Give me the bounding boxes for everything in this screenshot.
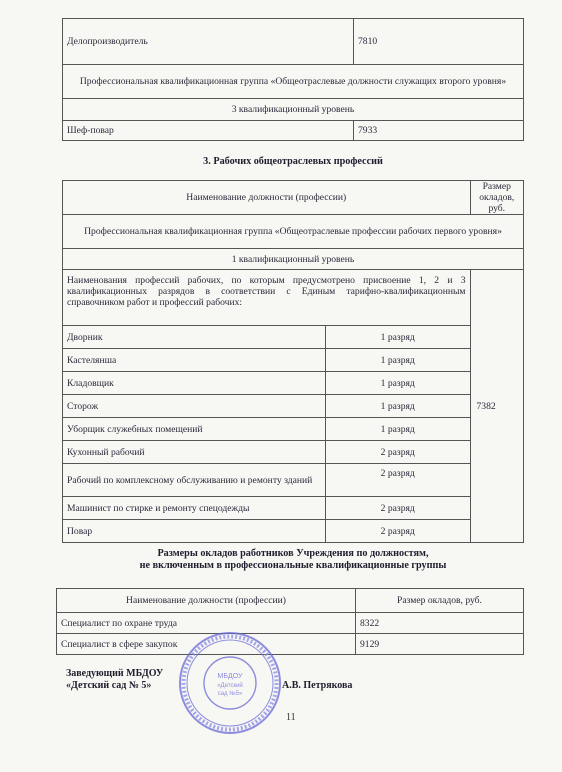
profession-name: Сторож xyxy=(63,395,326,418)
table-header-row xyxy=(63,181,524,215)
signer-title: Заведующий МБДОУ xyxy=(66,668,164,679)
grade-value: 1 разряд xyxy=(326,372,471,395)
profession-name: Повар xyxy=(63,520,326,543)
profession-name: Кастелянша xyxy=(63,349,326,372)
table-row xyxy=(63,395,524,418)
table-header-row xyxy=(57,589,524,613)
position-name: Специалист по охране труда xyxy=(57,613,356,634)
grade-value: 2 разряд xyxy=(326,520,471,543)
qualification-level: 1 квалификационный уровень xyxy=(63,249,524,270)
table-row xyxy=(63,497,524,520)
qualification-group: Профессиональная квалификационная группа «Общеотраслевые должности служащих второго уровня» xyxy=(63,65,524,99)
profession-name: Кладовщик xyxy=(63,372,326,395)
salary-value: 7382 xyxy=(470,270,524,543)
qualification-group: Профессиональная квалификационная группа «Общеотраслевые профессии рабочих первого уровня» xyxy=(63,215,524,249)
svg-text:«Детский: «Детский xyxy=(217,683,243,689)
qualification-level: 3 квалификационный уровень xyxy=(63,99,524,121)
grade-value: 1 разряд xyxy=(326,395,471,418)
table-row xyxy=(63,215,524,249)
salary-value: 7810 xyxy=(354,19,524,65)
grade-value: 1 разряд xyxy=(326,326,471,349)
section-title: 3. Рабочих общеотраслевых профессий xyxy=(203,156,383,167)
position-name: Делопроизводитель xyxy=(63,19,354,65)
profession-name: Машинист по стирке и ремонту спецодежды xyxy=(63,497,326,520)
official-seal-icon xyxy=(175,628,285,738)
professions-description: Наименования профессий рабочих, по которым предусмотрено присвоение 1, 2 и 3 квалификационных разрядов в соответствии с Единым тарифно-квалификационным справочником работ и профессий рабочих: xyxy=(63,270,471,326)
signer-organization: «Детский сад № 5» xyxy=(66,680,152,691)
top-table xyxy=(62,18,524,141)
column-header-name: Наименование должности (профессии) xyxy=(63,181,471,215)
grade-value: 2 разряд xyxy=(326,497,471,520)
profession-name: Кухонный рабочий xyxy=(63,441,326,464)
table-row xyxy=(63,19,524,65)
grade-value: 2 разряд xyxy=(326,441,471,464)
table-row xyxy=(57,613,524,634)
position-name: Шеф-повар xyxy=(63,121,354,141)
title-line: Размеры окладов работников Учреждения по должностям, xyxy=(157,548,429,559)
column-header-salary: Размер окладов, руб. xyxy=(356,589,524,613)
other-positions-table xyxy=(56,588,524,655)
table-row xyxy=(63,372,524,395)
table-row xyxy=(63,99,524,121)
signer-name: А.В. Петрякова xyxy=(282,680,353,691)
grade-value: 1 разряд xyxy=(326,418,471,441)
profession-name: Дворник xyxy=(63,326,326,349)
svg-text:сад №5»: сад №5» xyxy=(217,691,243,697)
table-row xyxy=(63,270,524,326)
table-row xyxy=(63,249,524,270)
other-positions-title xyxy=(62,548,524,572)
grade-value: 1 разряд xyxy=(326,349,471,372)
profession-name: Уборщик служебных помещений xyxy=(63,418,326,441)
table-row xyxy=(63,349,524,372)
table-row xyxy=(63,121,524,141)
salary-value: 8322 xyxy=(356,613,524,634)
title-line: не включенным в профессиональные квалификационные группы xyxy=(139,560,447,571)
salary-value: 9129 xyxy=(356,634,524,655)
svg-text:МБДОУ: МБДОУ xyxy=(217,673,243,680)
salary-value: 7933 xyxy=(354,121,524,141)
table-row xyxy=(63,65,524,99)
workers-table xyxy=(62,180,524,543)
table-row xyxy=(63,464,524,497)
table-row xyxy=(63,441,524,464)
page-number: 11 xyxy=(286,712,296,723)
table-row xyxy=(63,326,524,349)
table-row xyxy=(63,520,524,543)
column-header-salary: Размер окладов, руб. xyxy=(470,181,524,215)
table-row xyxy=(57,634,524,655)
grade-value: 2 разряд xyxy=(326,464,471,497)
column-header-name: Наименование должности (профессии) xyxy=(57,589,356,613)
profession-name: Рабочий по комплексному обслуживанию и ремонту зданий xyxy=(63,464,326,497)
position-name: Специалист в сфере закупок xyxy=(57,634,356,655)
signature-block xyxy=(66,668,163,692)
table-row xyxy=(63,418,524,441)
